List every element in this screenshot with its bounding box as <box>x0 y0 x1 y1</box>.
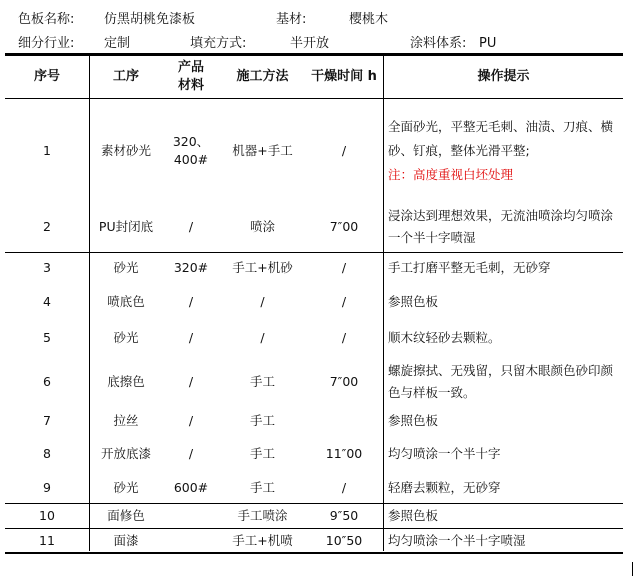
row-method: 手工 <box>249 413 275 428</box>
row-process: 开放底漆 <box>100 446 151 461</box>
row-tips <box>384 99 618 203</box>
row-method: 手工+机砂 <box>232 260 293 275</box>
row-dry-time <box>305 406 383 436</box>
row-material: 600# <box>173 479 209 495</box>
row-process: 面漆 <box>113 532 139 548</box>
row-dry-time: / <box>341 479 347 495</box>
col-header-method: 施工方法 <box>236 69 289 84</box>
row-process: 砂光 <box>113 479 139 495</box>
row-tips: 均匀喷涂一个半十字喷湿 <box>388 532 526 548</box>
row-process: 素材砂光 <box>100 143 151 158</box>
col-header-tips: 操作提示 <box>477 69 530 84</box>
row-tips: 参照色板 <box>388 294 439 309</box>
row-tip-text: 全面砂光，平整无毛刺、油渍、刀痕、横砂、钉痕，整体光滑平整; <box>388 119 614 158</box>
row-process: 底擦色 <box>107 374 145 389</box>
edge-mark <box>632 562 633 576</box>
row-tips: 轻磨去颗粒，无砂穿 <box>388 479 501 495</box>
col-header-dry-time: 干燥时间 h <box>311 69 377 84</box>
row-dry-time: / <box>341 143 347 158</box>
row-no: 3 <box>43 260 51 275</box>
row-process: 喷底色 <box>107 294 145 309</box>
row-dry-time: 11″00 <box>325 446 363 461</box>
col-header-material-line2: 材料 <box>177 78 204 93</box>
row-dry-time: 7″00 <box>329 219 359 234</box>
table-bottom-border <box>5 552 623 554</box>
coating-system-value: PU <box>479 36 497 51</box>
row-material: / <box>188 446 194 461</box>
industry-label: 细分行业: <box>18 36 75 51</box>
col-header-material-line1: 产品 <box>177 60 204 75</box>
row-no: 1 <box>43 143 51 158</box>
row-tips: 手工打磨平整无毛刺，无砂穿 <box>388 260 551 275</box>
row-dry-time: / <box>341 330 347 345</box>
row-dry-time: 7″00 <box>329 374 359 389</box>
row-material <box>162 529 220 552</box>
row-process: 砂光 <box>113 330 139 345</box>
row-method: 手工 <box>249 374 275 389</box>
substrate-value: 樱桃木 <box>349 12 389 27</box>
row-process: 砂光 <box>113 260 139 275</box>
row-method: / <box>260 294 265 309</box>
row-no: 9 <box>43 479 51 495</box>
row-process: 拉丝 <box>113 413 139 428</box>
row-no: 6 <box>43 374 51 389</box>
col-header-no: 序号 <box>33 69 60 84</box>
row-tips: 参照色板 <box>388 508 439 523</box>
row-material: / <box>188 374 194 389</box>
row-material: 320、400# <box>172 134 210 167</box>
row-method: 喷涂 <box>249 219 275 234</box>
row-process: PU封闭底 <box>98 219 154 234</box>
row-material: / <box>188 330 194 345</box>
row-dry-time: / <box>341 260 347 275</box>
row-tips: 浸涂达到理想效果，无流油喷涂均匀喷涂一个半十字喷湿 <box>388 208 614 245</box>
row-tips: 顺木纹轻砂去颗粒。 <box>388 330 501 345</box>
row-method: / <box>260 330 265 345</box>
row-material: / <box>188 413 194 428</box>
row-material: / <box>188 219 194 234</box>
row-no: 2 <box>43 219 51 234</box>
row-method: 机器+手工 <box>232 143 293 158</box>
row-dry-time: / <box>341 294 347 309</box>
row-dry-time: 10″50 <box>325 532 363 548</box>
row-tip-note: 注：高度重视白坯处理 <box>388 167 514 182</box>
row-material: / <box>188 294 194 309</box>
col-header-material <box>162 56 220 98</box>
row-method: 手工+机喷 <box>232 532 293 548</box>
row-material <box>162 504 220 528</box>
coating-system-label: 涂料体系: <box>410 36 467 51</box>
row-tips: 螺旋擦拭、无残留，只留木眼颜色砂印颜色与样板一致。 <box>388 363 614 400</box>
row-no: 4 <box>43 294 51 309</box>
row-dry-time: 9″50 <box>329 508 359 523</box>
row-process: 面修色 <box>107 508 145 523</box>
row-method: 手工 <box>249 479 275 495</box>
color-board-value: 仿黑胡桃免漆板 <box>104 12 196 27</box>
col-header-process: 工序 <box>112 69 139 84</box>
row-no: 5 <box>43 330 51 345</box>
row-material: 320# <box>173 260 209 275</box>
color-board-label: 色板名称: <box>18 12 75 27</box>
row-tips: 参照色板 <box>388 413 439 428</box>
row-no: 10 <box>39 508 55 523</box>
row-no: 11 <box>39 532 55 548</box>
row-method: 手工 <box>249 446 275 461</box>
row-method: 手工喷涂 <box>237 508 288 523</box>
row-no: 7 <box>43 413 51 428</box>
fill-method-value: 半开放 <box>290 36 330 51</box>
row-no: 8 <box>43 446 51 461</box>
industry-value: 定制 <box>104 36 131 51</box>
fill-method-label: 填充方式: <box>190 36 247 51</box>
substrate-label: 基材: <box>276 12 307 27</box>
row-tips: 均匀喷涂一个半十字 <box>388 446 501 461</box>
